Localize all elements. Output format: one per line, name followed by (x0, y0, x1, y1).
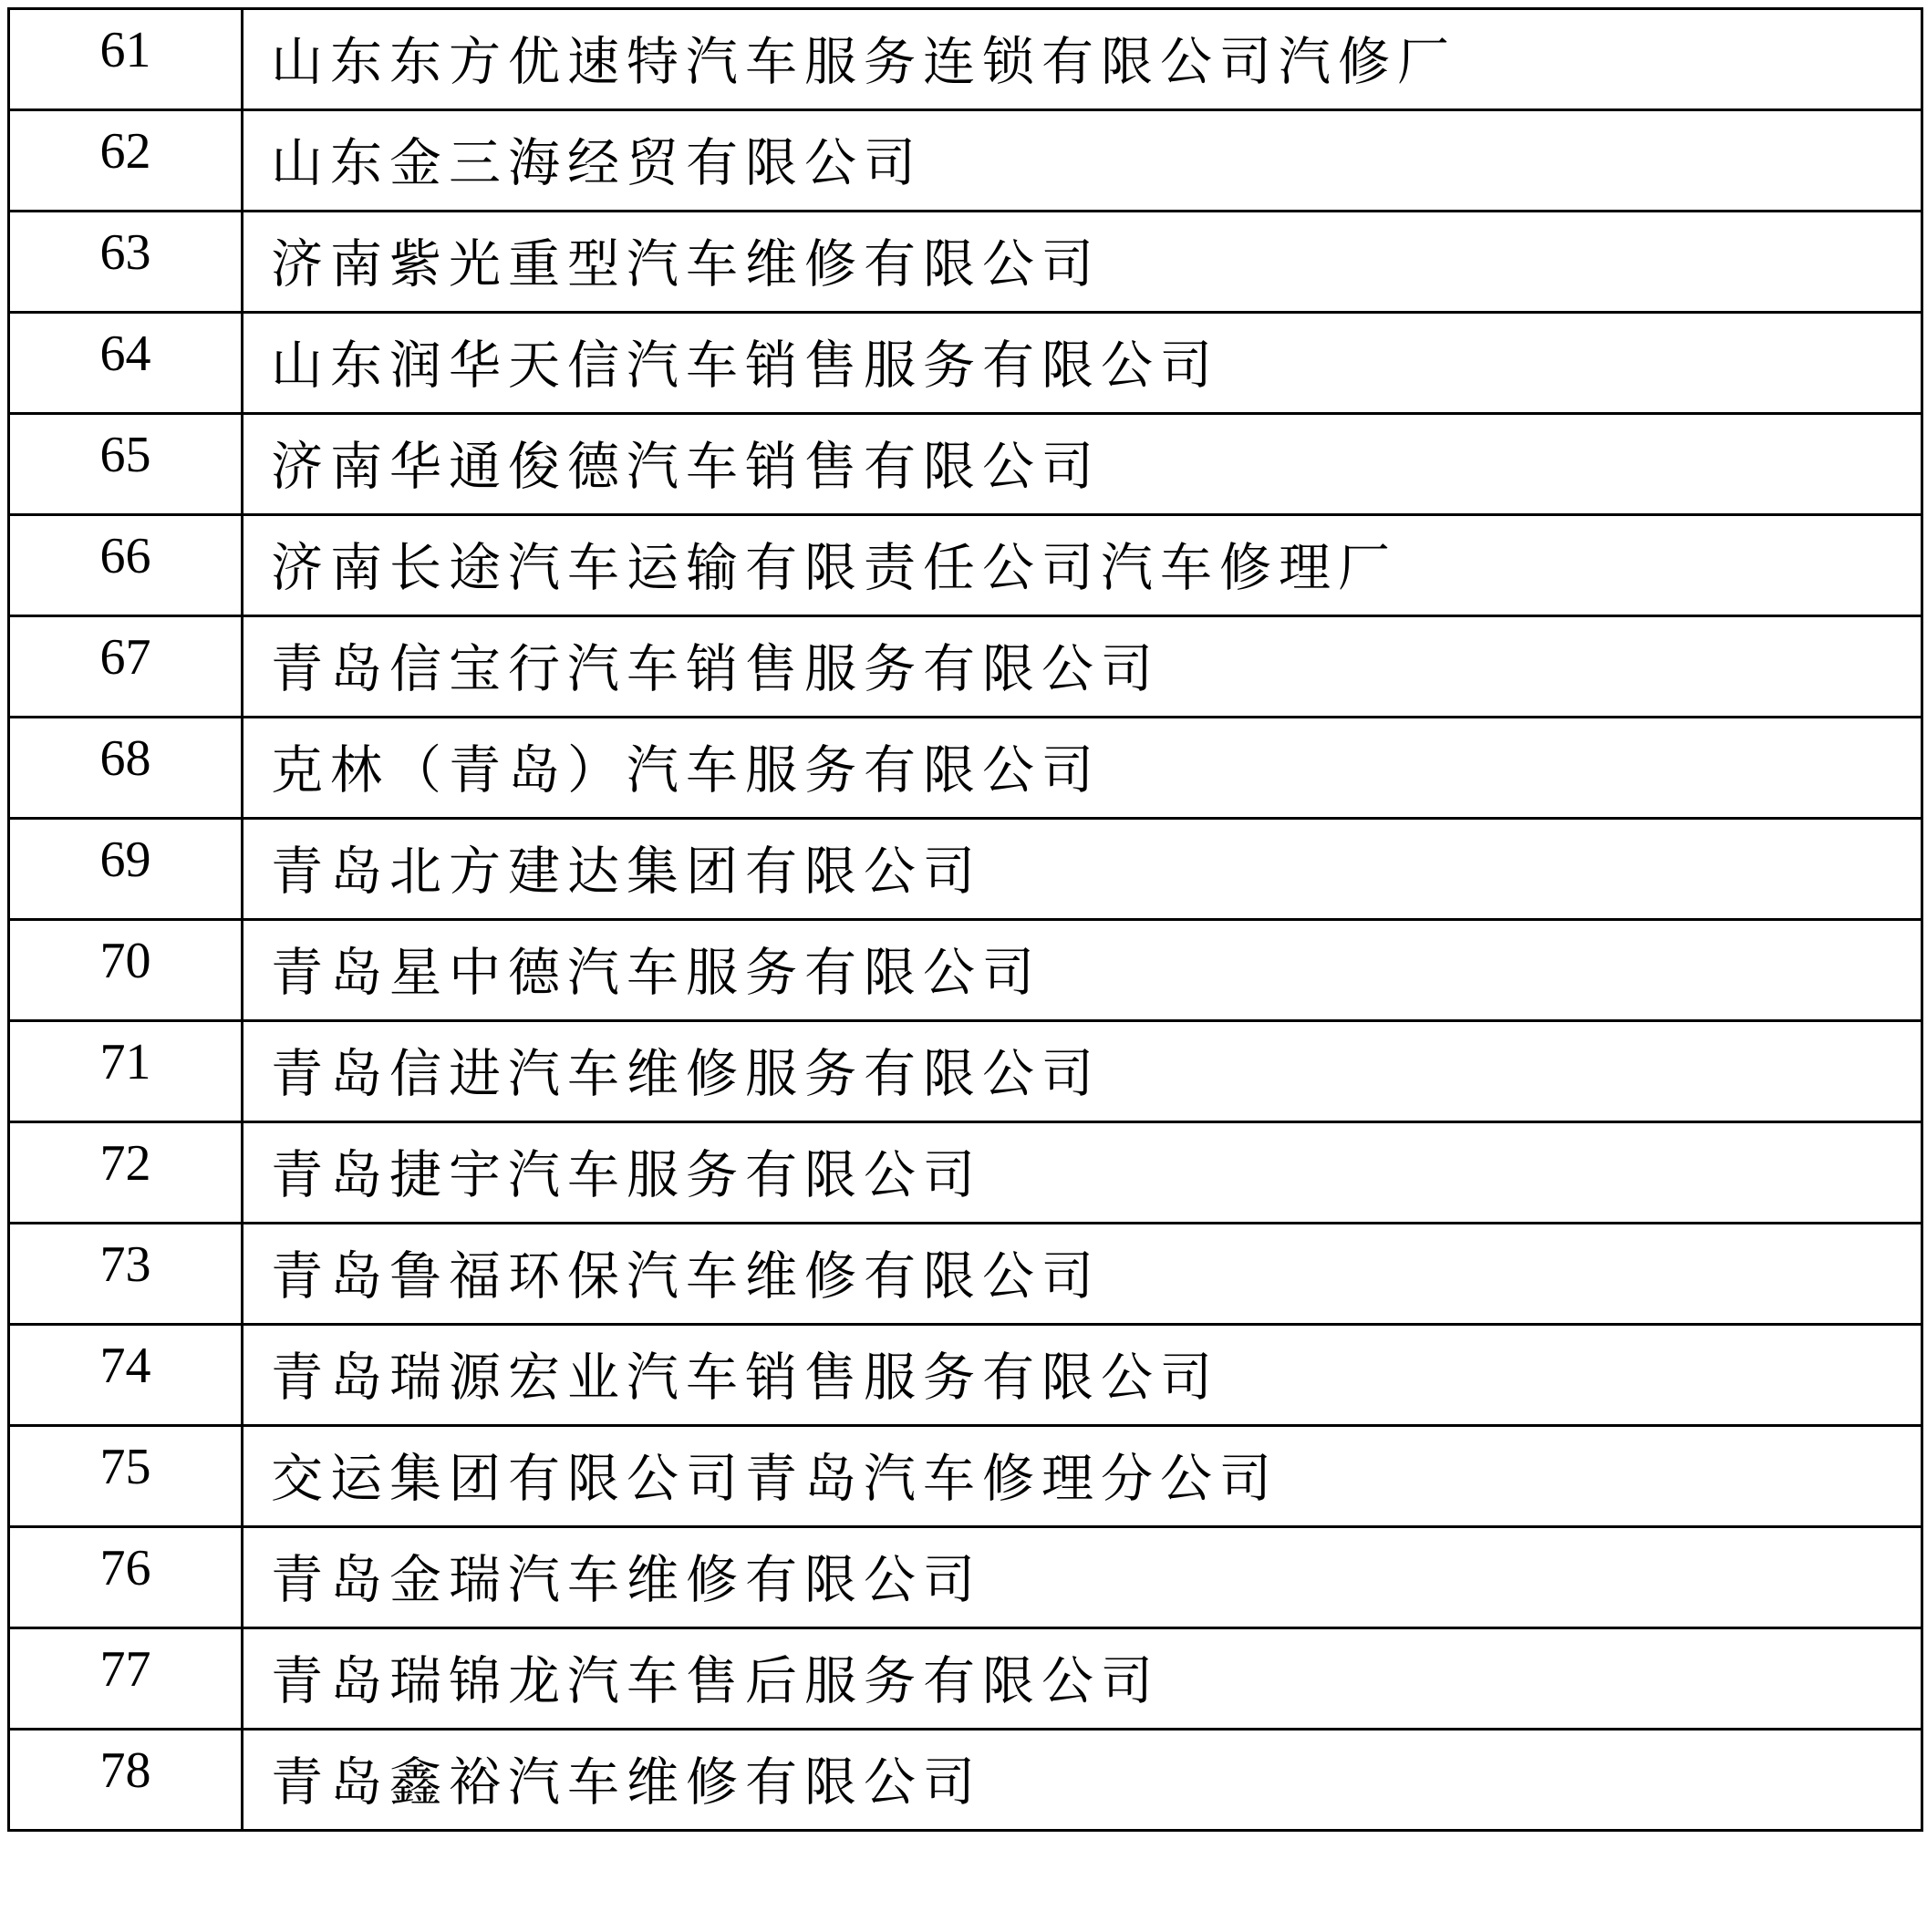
company-name: 青岛瑞源宏业汽车销售服务有限公司 (243, 1325, 1922, 1426)
row-number: 67 (9, 616, 243, 718)
row-number: 73 (9, 1224, 243, 1325)
row-number: 71 (9, 1021, 243, 1122)
table-row (9, 1021, 1922, 1122)
table-row (9, 718, 1922, 819)
table-row (9, 1730, 1922, 1831)
table-row (9, 1628, 1922, 1730)
row-number: 69 (9, 819, 243, 920)
table-row (9, 515, 1922, 616)
table-row (9, 1325, 1922, 1426)
company-table-body (9, 9, 1922, 1831)
row-number: 75 (9, 1426, 243, 1527)
row-number: 77 (9, 1628, 243, 1730)
table-row (9, 1122, 1922, 1224)
table-row (9, 1426, 1922, 1527)
table-row (9, 9, 1922, 110)
table-row (9, 1224, 1922, 1325)
table-row (9, 616, 1922, 718)
row-number: 63 (9, 212, 243, 313)
table-row (9, 313, 1922, 414)
row-number: 70 (9, 920, 243, 1021)
company-name: 青岛北方建达集团有限公司 (243, 819, 1922, 920)
company-name: 青岛信宝行汽车销售服务有限公司 (243, 616, 1922, 718)
table-row (9, 110, 1922, 212)
row-number: 74 (9, 1325, 243, 1426)
row-number: 68 (9, 718, 243, 819)
company-name: 交运集团有限公司青岛汽车修理分公司 (243, 1426, 1922, 1527)
company-name: 青岛鲁福环保汽车维修有限公司 (243, 1224, 1922, 1325)
row-number: 62 (9, 110, 243, 212)
company-name: 山东东方优速特汽车服务连锁有限公司汽修厂 (243, 9, 1922, 110)
company-name: 克林（青岛）汽车服务有限公司 (243, 718, 1922, 819)
table-row (9, 920, 1922, 1021)
company-name: 青岛鑫裕汽车维修有限公司 (243, 1730, 1922, 1831)
company-name: 青岛金瑞汽车维修有限公司 (243, 1527, 1922, 1628)
row-number: 78 (9, 1730, 243, 1831)
row-number: 72 (9, 1122, 243, 1224)
table-row (9, 414, 1922, 515)
company-name: 青岛星中德汽车服务有限公司 (243, 920, 1922, 1021)
company-name: 山东金三海经贸有限公司 (243, 110, 1922, 212)
company-name: 青岛捷宇汽车服务有限公司 (243, 1122, 1922, 1224)
row-number: 65 (9, 414, 243, 515)
company-table (7, 7, 1923, 1832)
company-name: 山东润华天信汽车销售服务有限公司 (243, 313, 1922, 414)
company-name: 青岛瑞锦龙汽车售后服务有限公司 (243, 1628, 1922, 1730)
company-name: 济南长途汽车运输有限责任公司汽车修理厂 (243, 515, 1922, 616)
row-number: 66 (9, 515, 243, 616)
table-row (9, 819, 1922, 920)
company-name: 青岛信进汽车维修服务有限公司 (243, 1021, 1922, 1122)
table-row (9, 1527, 1922, 1628)
table-row (9, 212, 1922, 313)
company-name: 济南华通俊德汽车销售有限公司 (243, 414, 1922, 515)
row-number: 64 (9, 313, 243, 414)
row-number: 61 (9, 9, 243, 110)
row-number: 76 (9, 1527, 243, 1628)
company-name: 济南紫光重型汽车维修有限公司 (243, 212, 1922, 313)
